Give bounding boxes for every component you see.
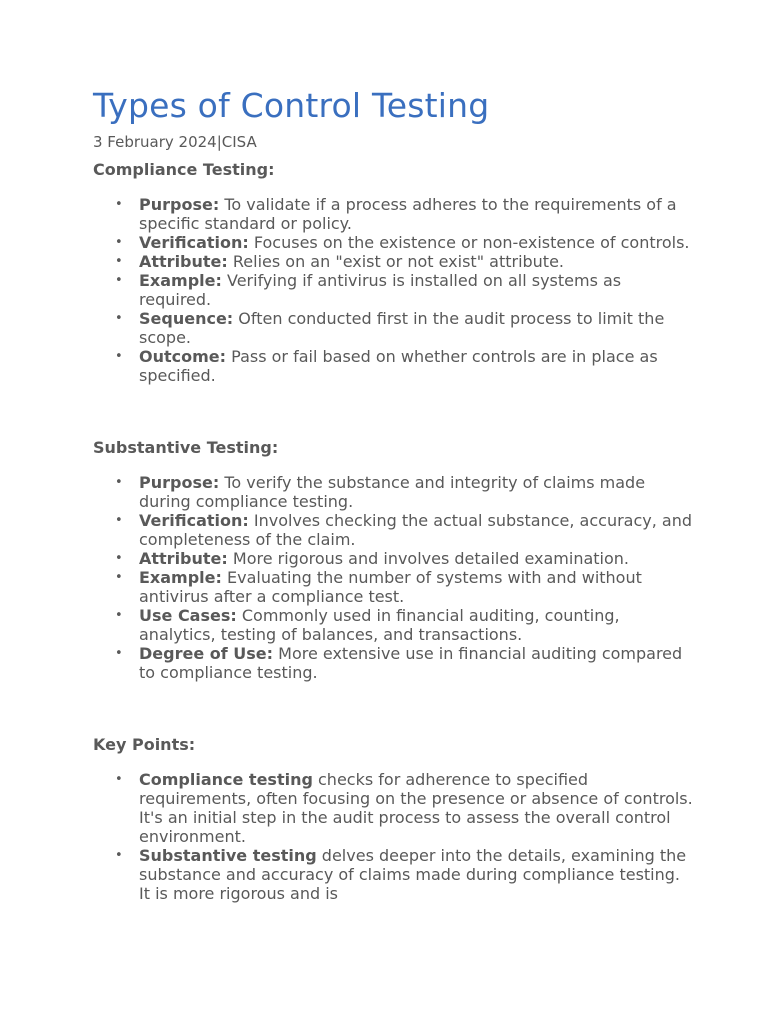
- list-item: [115, 252, 693, 271]
- bullet-list: [93, 473, 693, 682]
- list-item: [115, 549, 693, 568]
- bullet-icon: •: [115, 235, 123, 250]
- bullet-icon: •: [115, 311, 123, 326]
- list-item: [115, 846, 693, 903]
- item-text: To validate if a process adheres to the requirements of a specific standard or policy.: [139, 195, 677, 233]
- list-item: [115, 233, 693, 252]
- item-term: Verification:: [139, 233, 249, 252]
- section-heading: Key Points:: [93, 735, 196, 754]
- bullet-list: [93, 195, 693, 385]
- item-text: More extensive use in financial auditing compared to compliance testing.: [139, 644, 683, 682]
- item-text: Focuses on the existence or non-existence of controls.: [248, 233, 690, 252]
- list-item: [115, 568, 693, 606]
- item-term: Purpose:: [139, 195, 220, 214]
- item-term: Example:: [139, 568, 222, 587]
- item-text: Evaluating the number of systems with and without antivirus after a compliance test.: [139, 568, 642, 606]
- item-text: Often conducted first in the audit process to limit the scope.: [139, 309, 665, 347]
- section-heading: Substantive Testing:: [93, 438, 279, 457]
- document-page: [93, 84, 693, 903]
- bullet-icon: •: [115, 475, 123, 490]
- section-compliance-testing: [93, 159, 693, 385]
- bullet-icon: •: [115, 197, 123, 212]
- bullet-icon: •: [115, 273, 123, 288]
- bullet-icon: •: [115, 254, 123, 269]
- list-item: [115, 271, 693, 309]
- item-term: Use Cases:: [139, 606, 237, 625]
- list-item: [115, 473, 693, 511]
- item-term: Attribute:: [139, 252, 228, 271]
- list-item: [115, 347, 693, 385]
- item-text: More rigorous and involves detailed examination.: [227, 549, 629, 568]
- item-term: Sequence:: [139, 309, 234, 328]
- bullet-icon: •: [115, 608, 123, 623]
- item-term: Purpose:: [139, 473, 220, 492]
- section-heading: Compliance Testing:: [93, 160, 275, 179]
- bullet-icon: •: [115, 551, 123, 566]
- item-term: Example:: [139, 271, 222, 290]
- list-item: [115, 309, 693, 347]
- item-text: Verifying if antivirus is installed on all systems as required.: [139, 271, 622, 309]
- list-item: [115, 195, 693, 233]
- bullet-icon: •: [115, 772, 123, 787]
- section-substantive-testing: [93, 437, 693, 682]
- post-meta: 3 February 2024|CISA: [93, 133, 257, 151]
- bullet-icon: •: [115, 570, 123, 585]
- bullet-icon: •: [115, 349, 123, 364]
- item-term: Substantive testing: [139, 846, 317, 865]
- section-key-points: [93, 734, 693, 903]
- item-text: Relies on an "exist or not exist" attribute.: [227, 252, 565, 271]
- item-text: delves deeper into the details, examining the substance and accuracy of claims made during compliance testing. It is more rigorous and is: [139, 846, 687, 903]
- item-text: Pass or fail based on whether controls are in place as specified.: [139, 347, 658, 385]
- bullet-icon: •: [115, 513, 123, 528]
- item-text: Involves checking the actual substance, accuracy, and completeness of the claim.: [139, 511, 693, 549]
- list-item: [115, 511, 693, 549]
- list-item: [115, 770, 693, 846]
- page-title: Types of Control Testing: [93, 86, 490, 125]
- item-text: Commonly used in financial auditing, counting, analytics, testing of balances, and transactions.: [139, 606, 620, 644]
- item-text: To verify the substance and integrity of claims made during compliance testing.: [139, 473, 646, 511]
- list-item: [115, 644, 693, 682]
- bullet-icon: •: [115, 848, 123, 863]
- bullet-list: [93, 770, 693, 903]
- item-term: Degree of Use:: [139, 644, 274, 663]
- list-item: [115, 606, 693, 644]
- item-text: checks for adherence to specified requirements, often focusing on the presence or absence of controls. It's an initial step in the audit process to assess the overall control environment.: [139, 770, 693, 846]
- item-term: Outcome:: [139, 347, 227, 366]
- item-term: Verification:: [139, 511, 249, 530]
- item-term: Attribute:: [139, 549, 228, 568]
- bullet-icon: •: [115, 646, 123, 661]
- item-term: Compliance testing: [139, 770, 313, 789]
